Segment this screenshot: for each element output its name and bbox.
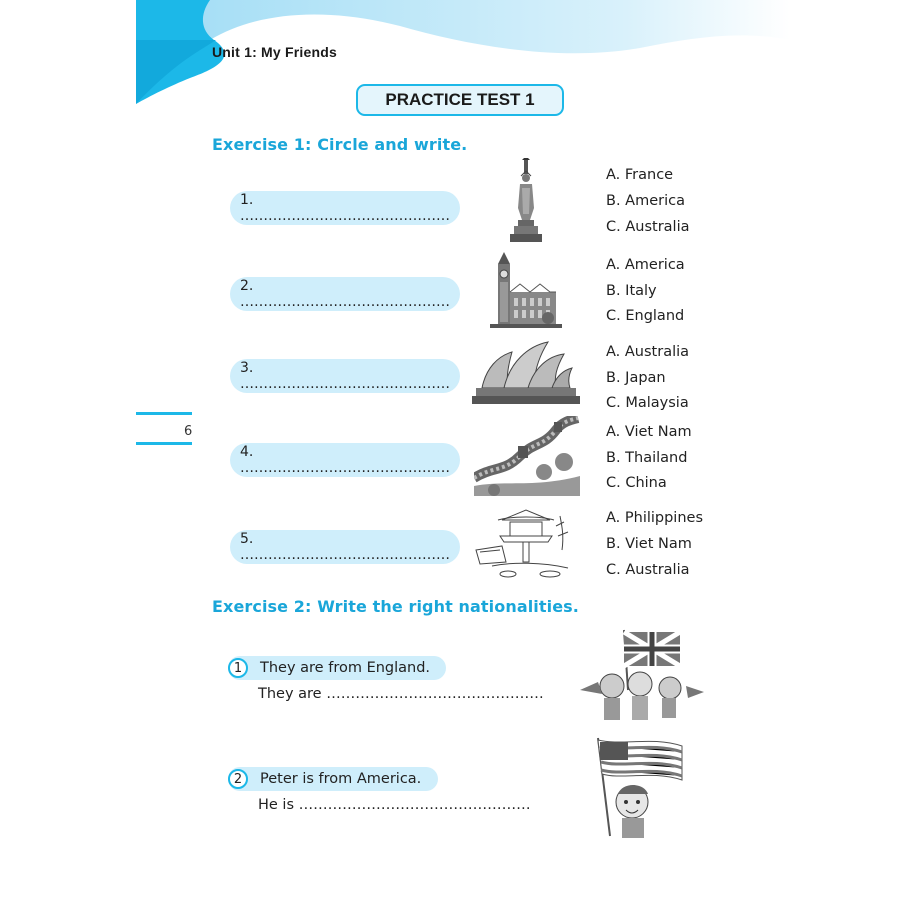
exercise1-item2-option-c[interactable]: C. England bbox=[606, 308, 685, 324]
exercise1-item3-option-b[interactable]: B. Japan bbox=[606, 370, 666, 386]
exercise1-item1-option-a[interactable]: A. France bbox=[606, 167, 674, 183]
sydney-opera-house-icon bbox=[472, 338, 580, 406]
exercise1-item1-option-c[interactable]: C. Australia bbox=[606, 219, 690, 235]
exercise1-item4-option-b[interactable]: B. Thailand bbox=[606, 450, 688, 466]
exercise1-blank-1[interactable]: 1. ……………………………………… bbox=[230, 191, 460, 225]
unit-title: Unit 1: My Friends bbox=[212, 44, 337, 60]
boy-us-flag-icon bbox=[592, 736, 684, 842]
exercise2-sentence-2-text: Peter is from America. bbox=[260, 771, 422, 787]
exercise1-item1-option-b[interactable]: B. America bbox=[606, 193, 685, 209]
exercise1-blank-2[interactable]: 2. ……………………………………… bbox=[230, 277, 460, 311]
exercise1-item3-option-c[interactable]: C. Malaysia bbox=[606, 395, 689, 411]
exercise2-title: Exercise 2: Write the right nationalities. bbox=[212, 597, 579, 616]
exercise2-answer-2[interactable]: He is ………………………………………… bbox=[258, 797, 531, 813]
statue-of-liberty-icon bbox=[504, 158, 548, 244]
big-ben-icon bbox=[490, 252, 562, 330]
exercise1-item4-option-a[interactable]: A. Viet Nam bbox=[606, 424, 692, 440]
children-uk-flag-icon bbox=[578, 628, 706, 726]
page-number-rule-bottom bbox=[136, 442, 192, 445]
exercise2-number-1: 1 bbox=[228, 658, 248, 678]
exercise1-title: Exercise 1: Circle and write. bbox=[212, 135, 468, 154]
page-title: PRACTICE TEST 1 bbox=[356, 84, 564, 116]
exercise2-sentence-2 bbox=[228, 767, 438, 791]
one-pillar-pagoda-icon bbox=[472, 506, 580, 580]
exercise1-item5-option-c[interactable]: C. Australia bbox=[606, 562, 690, 578]
great-wall-icon bbox=[474, 416, 580, 496]
exercise2-sentence-1 bbox=[228, 656, 446, 680]
exercise1-blank-5[interactable]: 5. ……………………………………… bbox=[230, 530, 460, 564]
exercise1-item2-option-b[interactable]: B. Italy bbox=[606, 283, 657, 299]
exercise1-blank-4[interactable]: 4. ……………………………………… bbox=[230, 443, 460, 477]
exercise1-blank-3[interactable]: 3. ……………………………………… bbox=[230, 359, 460, 393]
exercise1-item4-option-c[interactable]: C. China bbox=[606, 475, 667, 491]
page-number-rule-top bbox=[136, 412, 192, 415]
exercise1-item5-option-a[interactable]: A. Philippines bbox=[606, 510, 704, 526]
exercise2-answer-1[interactable]: They are ……………………………………… bbox=[258, 686, 544, 702]
exercise2-number-2: 2 bbox=[228, 769, 248, 789]
exercise1-item5-option-b[interactable]: B. Viet Nam bbox=[606, 536, 692, 552]
page-number: 6 bbox=[184, 424, 193, 439]
exercise1-item2-option-a[interactable]: A. America bbox=[606, 257, 685, 273]
exercise1-item3-option-a[interactable]: A. Australia bbox=[606, 344, 690, 360]
exercise2-sentence-1-text: They are from England. bbox=[260, 660, 431, 676]
